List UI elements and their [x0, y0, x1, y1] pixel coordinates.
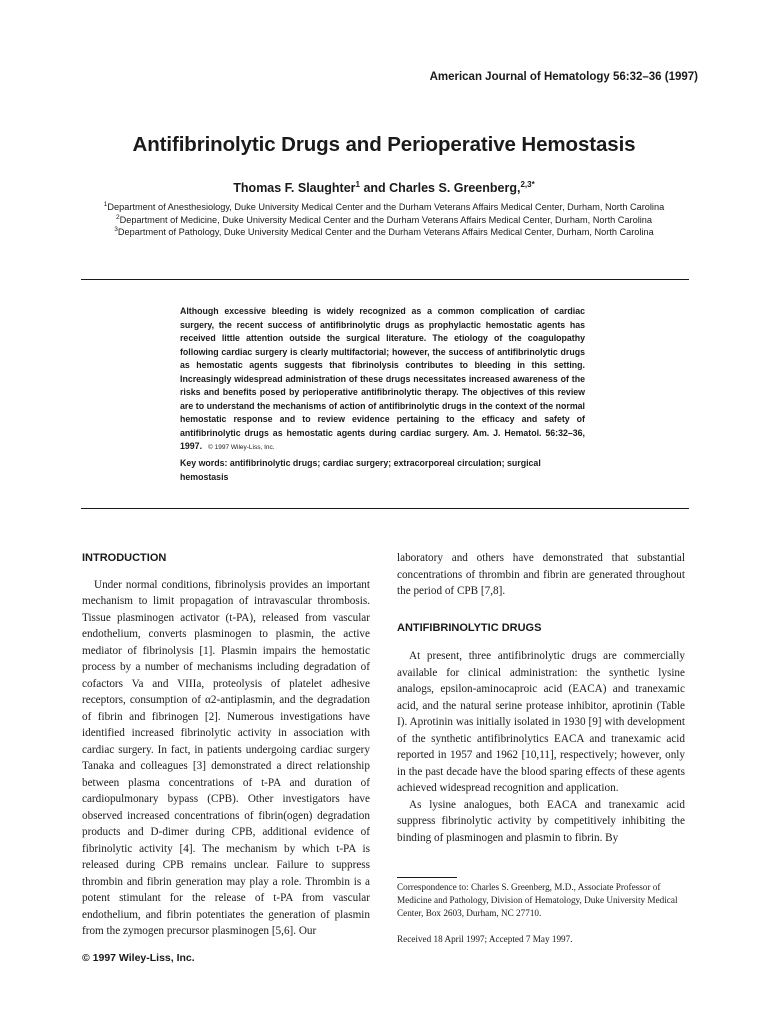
- affiliation-item: [80, 201, 688, 214]
- author-conjunction: and: [359, 181, 390, 195]
- section-heading-antifibrinolytic-drugs: ANTIFIBRINOLYTIC DRUGS: [397, 621, 542, 634]
- footer-copyright: © 1997 Wiley-Liss, Inc.: [82, 952, 195, 964]
- abstract: [180, 305, 585, 455]
- affiliation-text: Department of Pathology, Duke University Medical Center and the Durham Veterans Affairs Medical Center, Durham, North Carolina: [117, 227, 654, 237]
- correspondence-note: Correspondence to: Charles S. Greenberg, M.D., Associate Professor of Medicine and Pathology, Division of Hematology, Duke University Medical Center, Box 2603, Durham, NC 27710.: [397, 882, 678, 918]
- article-title: Antifibrinolytic Drugs and Perioperative Hemostasis: [132, 133, 636, 156]
- body-paragraph: At present, three antifibrinolytic drugs are commercially available for clinical administration: the synthetic lysine analogs, epsilon-aminocaproic acid (EACA) and tranexamic acid, and the natural serine protease inhibitor, aprotinin (Table I). Aprotinin was initially isolated in 1930 [9] with development of the synthetic antifibrinolytics EACA and tranexamic acid reported in 1957 and 1962 [10,11], respectively; however, only in the past decade have the blood sparing effects of these agents achieved widespread recognition and application.: [397, 650, 685, 794]
- author-name: Thomas F. Slaughter: [233, 181, 356, 195]
- body-paragraph: As lysine analogues, both EACA and tranexamic acid suppress fibrinolytic activity by competitively inhibiting the binding of plasminogen and plasmin to fibrin. By: [397, 798, 685, 844]
- affiliation-item: [80, 214, 688, 227]
- keywords: Key words: antifibrinolytic drugs; cardiac surgery; extracorporeal circulation; surgical hemostasis: [180, 458, 541, 482]
- abstract-text: Although excessive bleeding is widely recognized as a common complication of cardiac surgery, the recent success of antifibrinolytic drugs as prophylactic hemostatic agents has received little attention outside the surgical literature. The etiology of the coagulopathy following cardiac surgery is clearly multifactorial; however, the success of antifibrinolytic drugs as hemostatic agents suggests that fibrinolysis contributes to bleeding in this setting. Increasingly widespread administration of these drugs necessitates increased awareness of the risks and benefits posed by perioperative antifibrinolytic therapy. The objectives of this review are to understand the mechanisms of action of antifibrinolytic drugs in the context of the normal hemostatic response and to review evidence pertaining to the efficacy and safety of antifibrinolytic drugs as hemostatic agents during cardiac surgery. Am. J. Hematol. 56:32–36, 1997.: [180, 306, 585, 451]
- section-heading-introduction: INTRODUCTION: [82, 552, 167, 564]
- author-name: Charles S. Greenberg,: [389, 181, 521, 195]
- affiliation-text: Department of Medicine, Duke University Medical Center and the Durham Veterans Affairs Medical Center, Durham, North Carolina: [119, 214, 653, 225]
- footnote-divider: [397, 877, 457, 878]
- abstract-copyright: © 1997 Wiley-Liss, Inc.: [208, 444, 275, 451]
- affiliation-marker: 1: [103, 200, 108, 208]
- right-column: [397, 550, 685, 846]
- affiliation-marker: 2: [115, 213, 120, 221]
- body-paragraph-continuation: laboratory and others have demonstrated that substantial concentrations of thrombin and fibrin are generated throughout the period of CPB [7,8].: [397, 552, 685, 597]
- received-dates: Received 18 April 1997; Accepted 7 May 1997.: [397, 934, 573, 944]
- affiliations: [80, 201, 688, 239]
- divider-bottom: [81, 508, 689, 509]
- author-superscript: 1: [355, 179, 360, 189]
- affiliation-marker: 3: [114, 225, 118, 233]
- author-superscript: 2,3*: [520, 179, 535, 189]
- divider-top: [81, 279, 689, 280]
- journal-citation: American Journal of Hematology 56:32–36 (1997): [429, 71, 698, 83]
- affiliation-item: [80, 226, 688, 239]
- affiliation-text: Department of Anesthesiology, Duke University Medical Center and the Durham Veterans Affairs Medical Center, Durham, North Carolina: [107, 202, 665, 212]
- left-column: [82, 550, 370, 940]
- author-line: [0, 181, 768, 195]
- body-paragraph: Under normal conditions, fibrinolysis provides an important mechanism to limit propagation of intravascular thrombosis. Tissue plasminogen activator (t-PA), released from vascular endothelium, converts plasminogen to plasmin, the active mediator of fibrinolysis [1]. Plasmin impairs the hemostatic process by a number of mechanisms including degradation of cofactors Va and VIIIa, proteolysis of platelet adhesive receptors, consumption of α2-antiplasmin, and the degradation of fibrin and fibrinogen [2]. Numerous investigations have identified increased fibrinolytic activity in association with cardiac surgery. In fact, in patients undergoing cardiac surgery Tanaka and colleagues [3] demonstrated a direct relationship between plasma concentrations of t-PA and duration of cardiopulmonary bypass (CPB). Other investigators have observed increased concentrations of fibrin(ogen) degradation products and D-dimer during CPB, additional evidence of fibrinolytic activity [4]. The mechanism by which t-PA is released during CPB remains unclear. Failure to suppress thrombin and fibrin generation may play a role. Thrombin is a potent stimulant for the release of t-PA from vascular endothelium, and fibrin potentiates the generation of plasmin from the zymogen precursor plasminogen [5,6]. Our: [82, 578, 370, 937]
